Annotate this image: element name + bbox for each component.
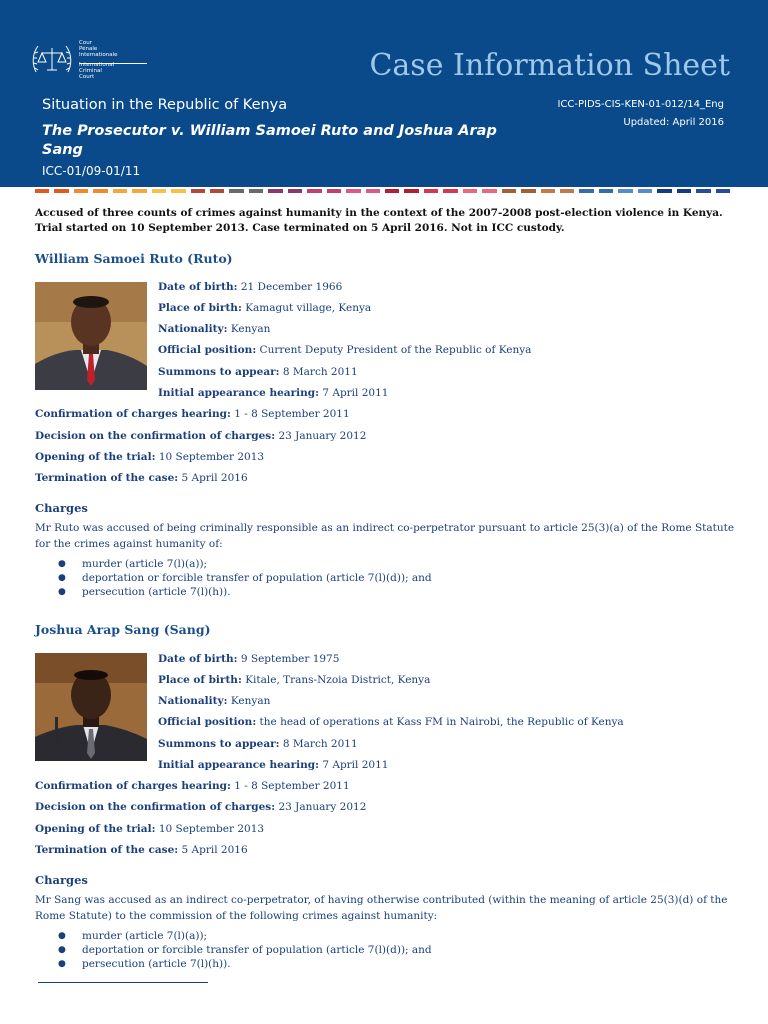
stripe-segment [229, 189, 243, 193]
field-initial-appearance-sang: Initial appearance hearing: 7 April 2011 [158, 759, 389, 771]
field-value: 9 September 1975 [240, 653, 340, 665]
field-label: Date of birth [158, 281, 234, 293]
field-value: 1 - 8 September 2011 [234, 408, 350, 420]
stripe-segment [385, 189, 399, 193]
stripe-segment [443, 189, 457, 193]
stripe-segment [424, 189, 438, 193]
charges-text-sang: Mr Sang was accused as an indirect co-perpetrator, of having otherwise contributed (within the meaning of article 25(3)(d) of the Rome Statute) to the commission of the following crimes against humanity: [35, 894, 728, 922]
field-label: Termination of the case [35, 844, 175, 856]
stripe-segment [366, 189, 380, 193]
stripe-segment [210, 189, 224, 193]
list-item: ● persecution (article 7(l)(h)). [58, 586, 231, 598]
list-item: ● murder (article 7(l)(a)); [58, 558, 208, 570]
field-value: 8 March 2011 [282, 366, 358, 378]
charges-list-sang [58, 929, 432, 971]
field-label: Date of birth [158, 653, 234, 665]
field-position-ruto: Official position: Current Deputy President of the Republic of Kenya [158, 344, 532, 356]
stripe-segment [191, 189, 205, 193]
stripe-segment [502, 189, 516, 193]
logo-line-3: Internationale [79, 52, 118, 58]
field-termination-ruto: Termination of the case: 5 April 2016 [35, 472, 248, 484]
stripe-segment [152, 189, 166, 193]
stripe-segment [541, 189, 555, 193]
list-item: ● deportation or forcible transfer of population (article 7(l)(d)); and [58, 944, 432, 956]
stripe-segment [579, 189, 593, 193]
field-label: Nationality [158, 695, 224, 707]
list-item: ● deportation or forcible transfer of population (article 7(l)(d)); and [58, 572, 432, 584]
bullet-icon: ● [58, 587, 66, 597]
stripe-segment [35, 189, 49, 193]
field-value: 21 December 1966 [240, 281, 343, 293]
bullet-icon: ● [58, 573, 66, 583]
field-label: Opening of the trial [35, 823, 152, 835]
field-summons-sang: Summons to appear: 8 March 2011 [158, 738, 358, 750]
stripe-segment [171, 189, 185, 193]
field-label: Place of birth [158, 674, 238, 686]
field-value: Kamagut village, Kenya [245, 302, 372, 314]
case-summary: Accused of three counts of crimes against humanity in the context of the 2007-2008 post-election violence in Kenya. Trial started on 10 September 2013. Case terminated on 5 April 2016. Not in ICC custody. [35, 207, 723, 234]
stripe-segment [307, 189, 321, 193]
logo-line-2: Pénale [79, 46, 98, 52]
field-dob-ruto: Date of birth: 21 December 1966 [158, 281, 343, 293]
stripe-segment [54, 189, 68, 193]
situation-title: Situation in the Republic of Kenya [42, 97, 288, 113]
field-value: Current Deputy President of the Republic of Kenya [259, 344, 532, 356]
field-value: 10 September 2013 [158, 823, 265, 835]
field-value: the head of operations at Kass FM in Nairobi, the Republic of Kenya [259, 716, 624, 728]
field-confirmation-decision-sang: Decision on the confirmation of charges: 23 January 2012 [35, 801, 367, 813]
field-position-sang: Official position: the head of operations at Kass FM in Nairobi, the Republic of Kenya [158, 716, 624, 728]
stripe-segment [482, 189, 496, 193]
field-label: Opening of the trial [35, 451, 152, 463]
field-label: Decision on the confirmation of charges [35, 430, 272, 442]
case-number: ICC-01/09-01/11 [42, 164, 141, 178]
field-label: Place of birth [158, 302, 238, 314]
charges-heading-sang: Charges [35, 873, 88, 887]
field-nationality-sang: Nationality: Kenyan [158, 695, 271, 707]
stripe-segment [716, 189, 730, 193]
logo-divider [79, 63, 147, 64]
bullet-icon: ● [58, 945, 66, 955]
field-value: 23 January 2012 [278, 801, 367, 813]
charges-text-ruto: Mr Ruto was accused of being criminally responsible as an indirect co-perpetrator pursuant to article 25(3)(a) of the Rome Statute for the crimes against humanity of: [35, 522, 735, 550]
field-value: 7 April 2011 [322, 387, 389, 399]
field-label: Confirmation of charges hearing [35, 780, 227, 792]
field-label: Summons to appear [158, 366, 276, 378]
stripe-segment [521, 189, 535, 193]
field-initial-appearance-ruto: Initial appearance hearing: 7 April 2011 [158, 387, 389, 399]
bullet-icon: ● [58, 931, 66, 941]
stripe-segment [74, 189, 88, 193]
list-item: ● murder (article 7(l)(a)); [58, 930, 208, 942]
logo-line-4: International [79, 62, 115, 68]
updated-date: Updated: April 2016 [623, 117, 724, 128]
stripe-segment [132, 189, 146, 193]
stripe-segment [346, 189, 360, 193]
stripe-segment [288, 189, 302, 193]
stripe-segment [560, 189, 574, 193]
field-label: Nationality [158, 323, 224, 335]
color-stripe [35, 189, 735, 195]
stripe-segment [268, 189, 282, 193]
charges-heading-ruto: Charges [35, 501, 88, 515]
field-confirmation-hearing-sang: Confirmation of charges hearing: 1 - 8 September 2011 [35, 780, 350, 792]
stripe-segment [327, 189, 341, 193]
stripe-segment [696, 189, 710, 193]
stripe-segment [93, 189, 107, 193]
footnote-rule [38, 982, 208, 983]
field-label: Official position [158, 344, 253, 356]
photo-sang [35, 653, 147, 761]
field-confirmation-decision-ruto: Decision on the confirmation of charges: 23 January 2012 [35, 430, 367, 442]
field-value: 7 April 2011 [322, 759, 389, 771]
logo-line-1: Cour [79, 40, 92, 46]
field-value: 1 - 8 September 2011 [234, 780, 350, 792]
stripe-segment [677, 189, 691, 193]
stripe-segment [599, 189, 613, 193]
field-pob-sang: Place of birth: Kitale, Trans-Nzoia District, Kenya [158, 674, 431, 686]
field-trial-opening-sang: Opening of the trial: 10 September 2013 [35, 823, 265, 835]
stripe-segment [404, 189, 418, 193]
field-pob-ruto: Place of birth: Kamagut village, Kenya [158, 302, 372, 314]
field-label: Termination of the case [35, 472, 175, 484]
page-title: Case Information Sheet [369, 48, 730, 83]
field-nationality-ruto: Nationality: Kenyan [158, 323, 271, 335]
person-name-sang: Joshua Arap Sang (Sang) [35, 622, 211, 637]
document-reference: ICC-PIDS-CIS-KEN-01-012/14_Eng [557, 99, 724, 110]
logo-line-5: Criminal [79, 68, 102, 74]
photo-ruto [35, 282, 147, 390]
field-value: 23 January 2012 [278, 430, 367, 442]
portrait-ruto-icon [35, 282, 147, 390]
field-value: Kenyan [230, 695, 271, 707]
person-name-ruto: William Samoei Ruto (Ruto) [35, 251, 233, 266]
field-value: 10 September 2013 [158, 451, 265, 463]
field-value: Kitale, Trans-Nzoia District, Kenya [245, 674, 431, 686]
logo-line-6: Court [79, 74, 95, 80]
stripe-segment [249, 189, 263, 193]
field-trial-opening-ruto: Opening of the trial: 10 September 2013 [35, 451, 265, 463]
stripe-segment [657, 189, 671, 193]
charges-list-ruto [58, 557, 432, 599]
stripe-segment [113, 189, 127, 193]
portrait-sang-icon [35, 653, 147, 761]
field-confirmation-hearing-ruto: Confirmation of charges hearing: 1 - 8 September 2011 [35, 408, 350, 420]
field-summons-ruto: Summons to appear: 8 March 2011 [158, 366, 358, 378]
bullet-icon: ● [58, 559, 66, 569]
stripe-segment [638, 189, 652, 193]
field-label: Initial appearance hearing [158, 387, 316, 399]
field-value: 8 March 2011 [282, 738, 358, 750]
case-name: The Prosecutor v. William Samoei Ruto and Joshua Arap Sang [42, 123, 497, 158]
stripe-segment [618, 189, 632, 193]
document-meta [557, 96, 724, 132]
field-dob-sang: Date of birth: 9 September 1975 [158, 653, 340, 665]
field-label: Confirmation of charges hearing [35, 408, 227, 420]
icc-logo-text [79, 40, 159, 80]
field-label: Official position [158, 716, 253, 728]
field-value: Kenyan [230, 323, 271, 335]
stripe-segment [463, 189, 477, 193]
field-termination-sang: Termination of the case: 5 April 2016 [35, 844, 248, 856]
field-label: Decision on the confirmation of charges [35, 801, 272, 813]
field-value: 5 April 2016 [181, 472, 248, 484]
field-label: Summons to appear [158, 738, 276, 750]
bullet-icon: ● [58, 959, 66, 969]
list-item: ● persecution (article 7(l)(h)). [58, 958, 231, 970]
header-banner [0, 0, 768, 187]
field-value: 5 April 2016 [181, 844, 248, 856]
field-label: Initial appearance hearing [158, 759, 316, 771]
